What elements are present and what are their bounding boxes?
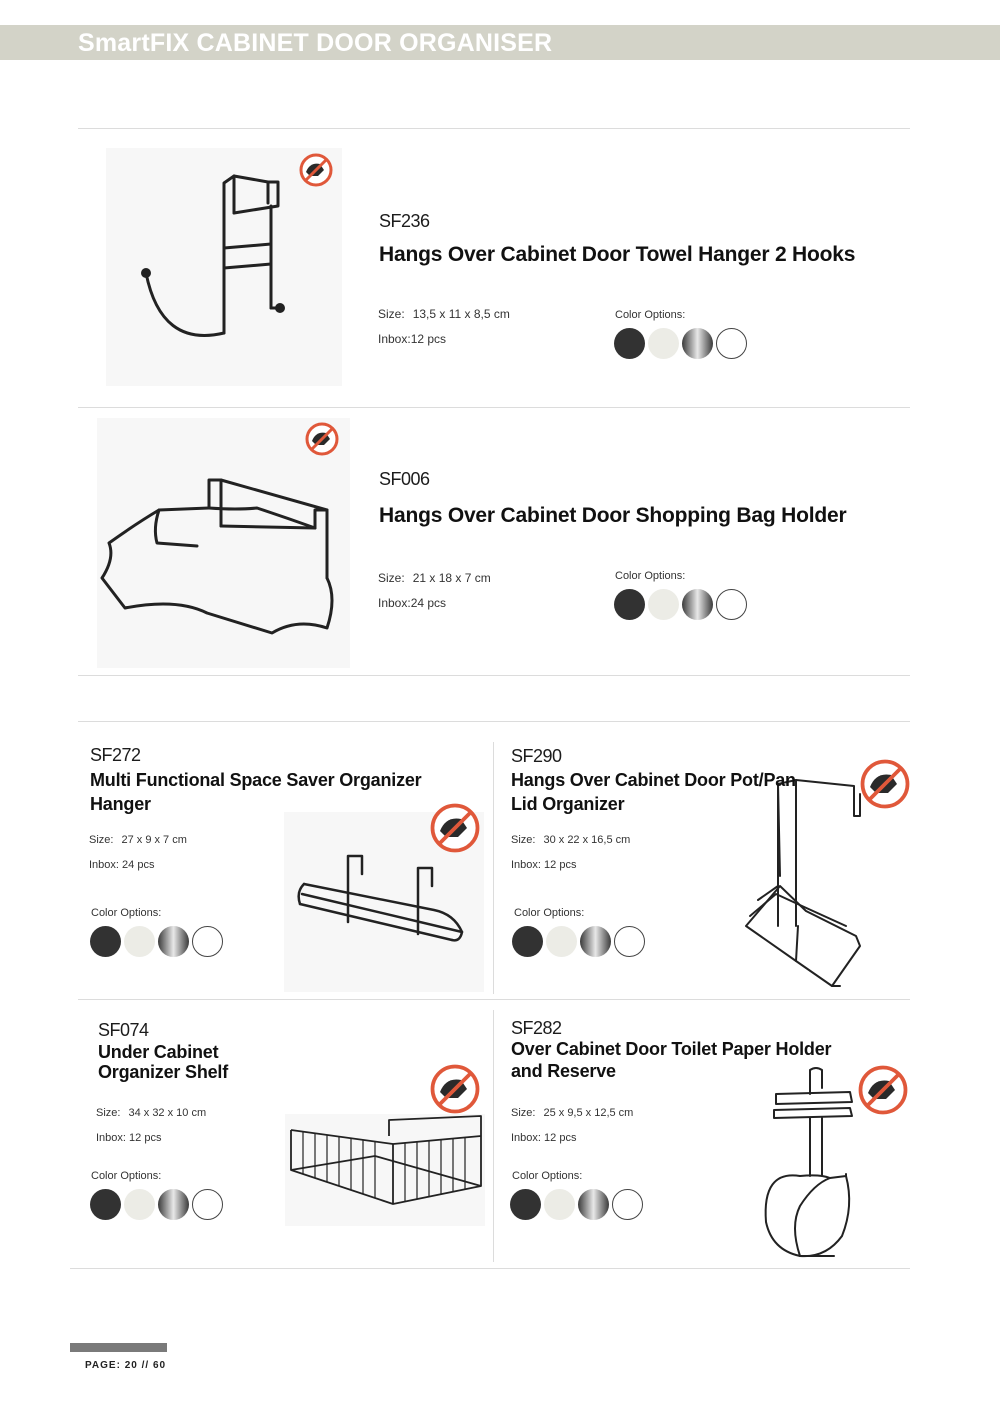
product-code: SF006 <box>379 469 430 489</box>
product-title-line: Organizer Shelf <box>98 1062 229 1082</box>
size-value: 34 x 32 x 10 cm <box>128 1107 207 1119</box>
color-options-label: Color Options: <box>514 907 585 919</box>
product-title-line: Hanger <box>90 794 151 814</box>
product-inbox <box>89 859 154 871</box>
inbox-label: Inbox: <box>96 1132 126 1144</box>
no-drill-icon <box>428 1062 482 1116</box>
product-size <box>378 307 510 321</box>
swatch-white <box>192 926 223 957</box>
swatch-white <box>716 589 747 620</box>
divider <box>78 999 910 1000</box>
product-title <box>511 768 796 816</box>
size-value: 27 x 9 x 7 cm <box>121 834 187 846</box>
inbox-label: Inbox: <box>511 859 541 871</box>
no-drill-icon <box>856 1063 910 1117</box>
page-title: SmartFIX CABINET DOOR ORGANISER <box>78 29 553 57</box>
footer-bar <box>70 1343 167 1352</box>
size-value: 30 x 22 x 16,5 cm <box>543 834 631 846</box>
inbox-value: 12 pcs <box>544 859 577 871</box>
swatch-cream <box>124 1189 155 1220</box>
product-code: SF272 <box>90 745 141 765</box>
size-label: Size: <box>511 834 536 846</box>
swatch-white <box>192 1189 223 1220</box>
page-number: PAGE: 20 // 60 <box>85 1360 167 1371</box>
under-cabinet-shelf-product-image <box>285 1114 485 1226</box>
product-inbox <box>511 1132 576 1144</box>
swatch-chrome <box>580 926 611 957</box>
no-drill-icon <box>858 757 912 811</box>
color-swatches <box>614 328 747 359</box>
color-options-label: Color Options: <box>615 309 686 321</box>
swatch-cream <box>544 1189 575 1220</box>
product-title: Hangs Over Cabinet Door Shopping Bag Holder <box>379 504 847 527</box>
product-title-line: Under Cabinet <box>98 1042 219 1062</box>
product-title-line: Over Cabinet Door Toilet Paper Holder <box>511 1039 832 1059</box>
product-size <box>378 571 491 585</box>
color-options-label: Color Options: <box>91 907 162 919</box>
swatch-chrome <box>682 328 713 359</box>
inbox-label: Inbox: <box>511 1132 541 1144</box>
swatch-cream <box>648 328 679 359</box>
color-swatches <box>512 926 645 957</box>
size-label: Size: <box>378 307 405 321</box>
product-inbox: Inbox:12 pcs <box>378 332 447 346</box>
size-label: Size: <box>89 834 114 846</box>
swatch-cream <box>648 589 679 620</box>
size-value: 13,5 x 11 x 8,5 cm <box>412 307 510 321</box>
size-label: Size: <box>378 571 405 585</box>
inbox-value: 12 pcs <box>544 1132 577 1144</box>
product-title-line: and Reserve <box>511 1061 616 1081</box>
size-label: Size: <box>511 1107 536 1119</box>
product-code: SF236 <box>379 211 430 231</box>
swatch-chrome <box>158 926 189 957</box>
product-inbox <box>511 859 576 871</box>
product-title-line: Hangs Over Cabinet Door Pot/Pan <box>511 770 796 790</box>
divider <box>78 407 910 408</box>
column-divider <box>493 742 494 994</box>
size-value: 21 x 18 x 7 cm <box>412 571 491 585</box>
swatch-black <box>90 1189 121 1220</box>
swatch-black <box>510 1189 541 1220</box>
swatch-chrome <box>158 1189 189 1220</box>
product-size <box>89 834 187 846</box>
swatch-white <box>612 1189 643 1220</box>
swatch-cream <box>546 926 577 957</box>
no-drill-icon <box>304 421 340 457</box>
color-swatches <box>614 589 747 620</box>
product-code: SF282 <box>511 1018 562 1038</box>
swatch-white <box>614 926 645 957</box>
product-size <box>96 1107 206 1119</box>
swatch-white <box>716 328 747 359</box>
column-divider <box>493 1010 494 1262</box>
swatch-black <box>614 589 645 620</box>
swatch-black <box>512 926 543 957</box>
header-band <box>0 25 1000 60</box>
product-code: SF290 <box>511 746 562 766</box>
size-value: 25 x 9,5 x 12,5 cm <box>543 1107 634 1119</box>
no-drill-icon <box>428 801 482 855</box>
product-title-line: Multi Functional Space Saver Organizer <box>90 770 422 790</box>
size-label: Size: <box>96 1107 121 1119</box>
color-swatches <box>90 1189 223 1220</box>
product-title <box>90 768 421 816</box>
swatch-chrome <box>682 589 713 620</box>
swatch-cream <box>124 926 155 957</box>
toilet-paper-holder-product-image <box>760 1066 858 1262</box>
divider <box>78 721 910 722</box>
swatch-black <box>614 328 645 359</box>
product-size <box>511 1107 633 1119</box>
product-size <box>511 834 630 846</box>
color-options-label: Color Options: <box>615 570 686 582</box>
color-swatches <box>510 1189 643 1220</box>
swatch-black <box>90 926 121 957</box>
no-drill-icon <box>298 152 334 188</box>
divider <box>70 1268 910 1269</box>
product-title: Hangs Over Cabinet Door Towel Hanger 2 Hooks <box>379 243 856 266</box>
product-inbox: Inbox:24 pcs <box>378 596 447 610</box>
inbox-label: Inbox: <box>89 859 119 871</box>
color-options-label: Color Options: <box>512 1170 583 1182</box>
product-title-line: Lid Organizer <box>511 794 625 814</box>
color-options-label: Color Options: <box>91 1170 162 1182</box>
divider <box>78 128 910 129</box>
color-swatches <box>90 926 223 957</box>
inbox-value: 24 pcs <box>122 859 155 871</box>
divider <box>78 675 910 676</box>
swatch-chrome <box>578 1189 609 1220</box>
inbox-value: 12 pcs <box>129 1132 162 1144</box>
product-title <box>98 1042 228 1082</box>
product-inbox <box>96 1132 161 1144</box>
product-code: SF074 <box>98 1020 149 1040</box>
product-title <box>511 1038 831 1082</box>
